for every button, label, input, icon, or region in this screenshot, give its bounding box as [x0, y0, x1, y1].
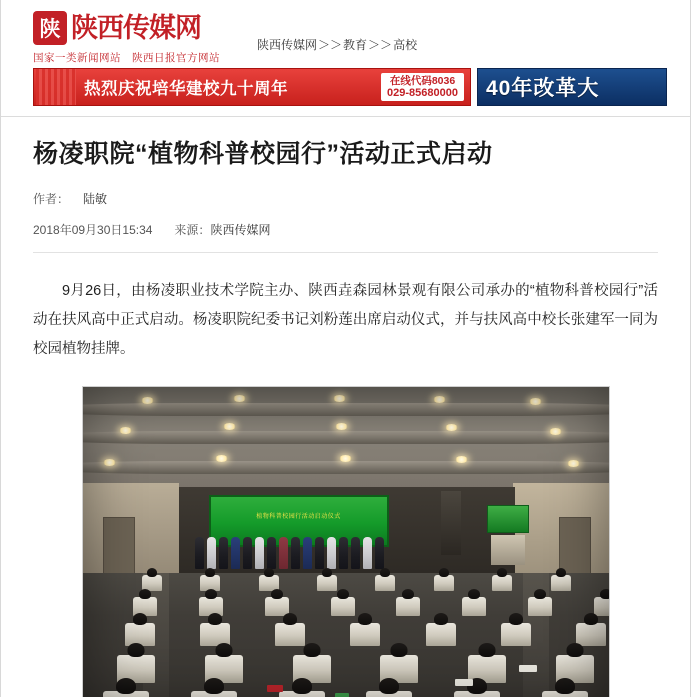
photo-speaker-tower — [441, 491, 461, 555]
banner-left-title: 热烈庆祝培华建校九十周年 — [84, 80, 288, 98]
breadcrumb-item-college[interactable]: 高校 — [393, 38, 418, 52]
photo-stage-people — [195, 533, 385, 569]
photo-audience — [83, 573, 609, 697]
banner-ornament-icon — [36, 69, 76, 105]
author-name: 陆敏 — [83, 192, 108, 207]
logo-subtitle: 国家一类新闻网站 陕西日报官方网站 — [33, 52, 220, 64]
breadcrumb-item-education[interactable]: 教育 — [343, 38, 368, 52]
meta-divider — [33, 252, 658, 253]
author-label: 作者： — [33, 192, 70, 207]
banner-row — [33, 68, 690, 108]
article-datetime: 2018年09月30日15:34 — [33, 223, 153, 238]
site-header — [1, 0, 690, 62]
article-paragraph-1: 9月26日，由杨凌职业技术学院主办、陕西垚森园林景观有限公司承办的“植物科普校园行”活动在扶风高中正式启动。杨凌职院纪委书记刘粉莲出席启动仪式，并与扶风高中校长张建军一同为校园植物挂牌。 — [33, 283, 658, 358]
article-photo — [82, 386, 610, 697]
breadcrumb-separator: ＞＞ — [318, 38, 343, 52]
banner-code-label: 在线代码8036 — [389, 74, 456, 87]
logo-mark-icon: 陕 — [33, 11, 67, 45]
photo-red-book — [267, 685, 283, 692]
logo-text: 陕西传媒网 — [71, 13, 201, 43]
photo-white-paper — [455, 679, 473, 686]
article-photo-wrap — [82, 386, 610, 697]
article-body — [33, 277, 658, 364]
author-line — [33, 190, 658, 207]
meta-line — [33, 221, 658, 238]
source-label: 来源： — [174, 223, 211, 238]
header-divider — [1, 116, 690, 117]
logo-main — [33, 10, 225, 46]
photo-white-paper-2 — [519, 665, 537, 672]
banner-peihua-anniversary[interactable] — [33, 68, 471, 106]
banner-phone-block — [381, 73, 464, 102]
article-container — [1, 139, 690, 697]
source-name: 陕西传媒网 — [210, 223, 271, 238]
breadcrumb-separator-2: ＞＞ — [368, 38, 393, 52]
photo-green-book — [335, 693, 349, 697]
photo-side-screen — [487, 505, 529, 533]
banner-reform-40years[interactable] — [477, 68, 667, 106]
banner-right-title: 40年改革大 — [486, 77, 600, 100]
page-title: 杨凌职院“植物科普校园行”活动正式启动 — [33, 140, 493, 168]
breadcrumb-item-home[interactable]: 陕西传媒网 — [257, 38, 318, 52]
photo-podium — [491, 535, 525, 565]
breadcrumb — [257, 36, 417, 53]
site-logo[interactable] — [33, 10, 225, 65]
photo-screen-text: 植物科普校园行活动启动仪式 — [256, 514, 341, 521]
banner-phone-number: 029-85680000 — [387, 86, 458, 99]
